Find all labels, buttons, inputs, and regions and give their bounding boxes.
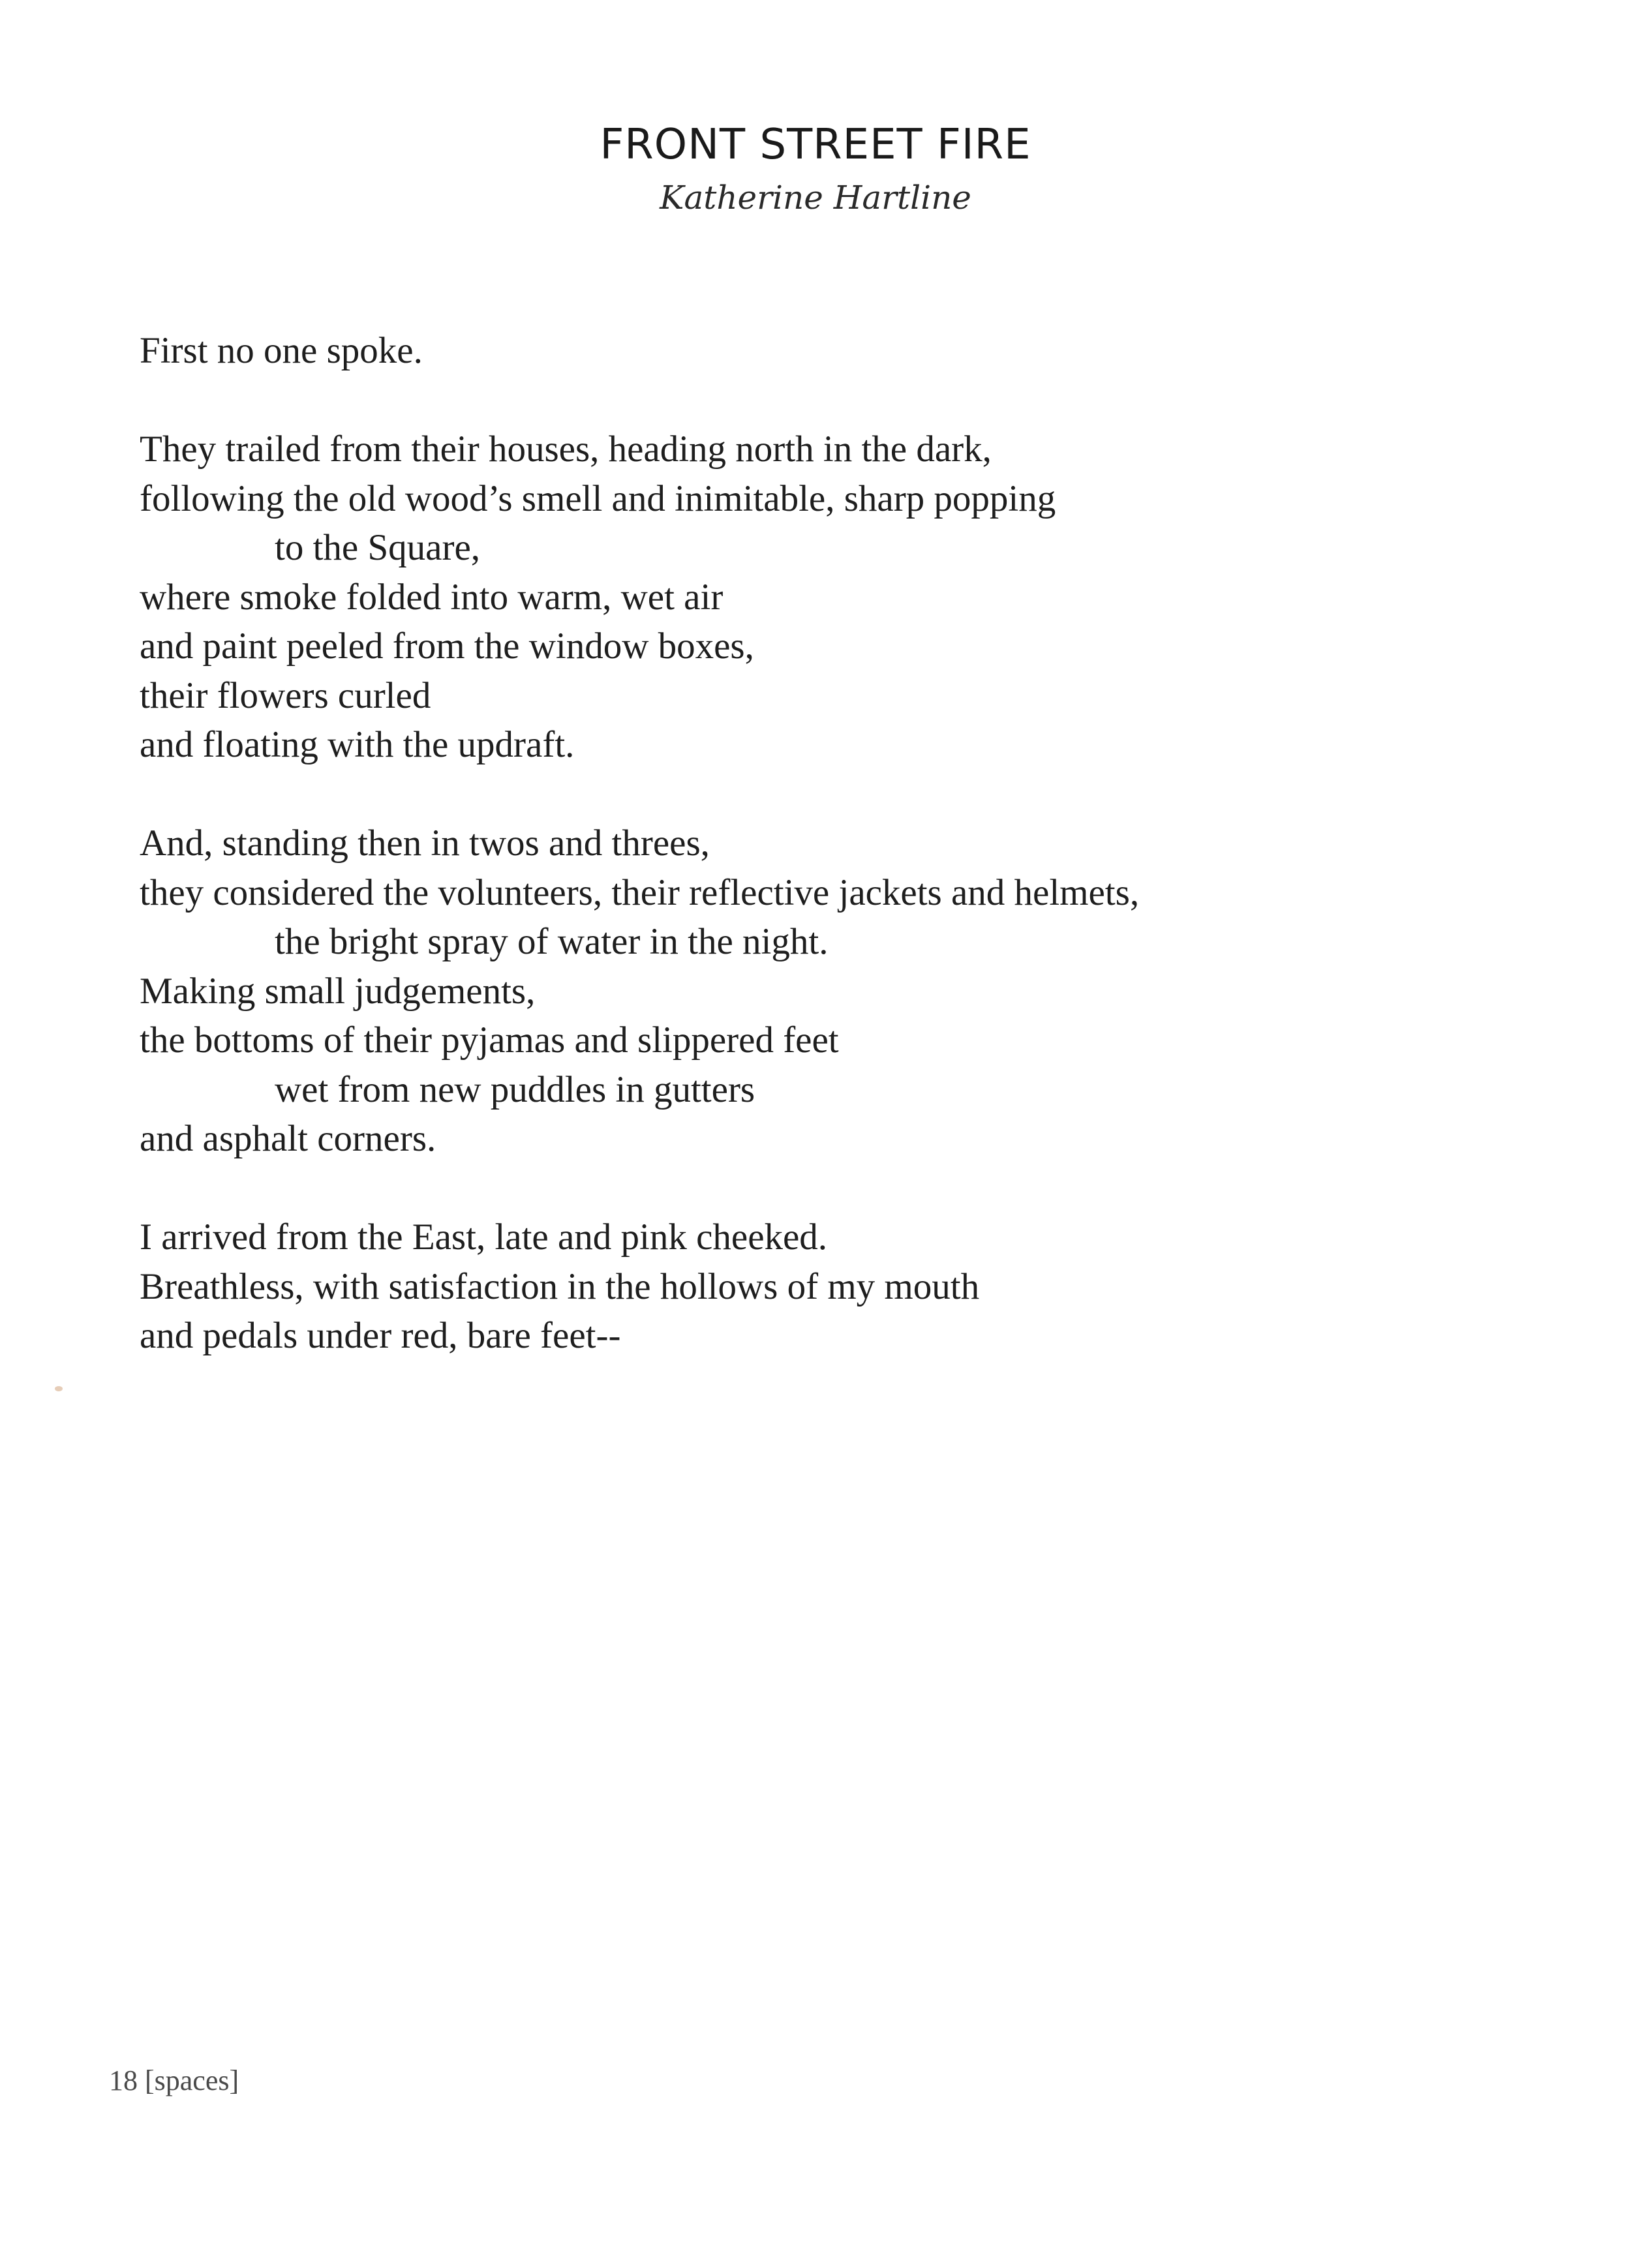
stanza [140, 326, 1510, 376]
poem-line: and pedals under red, bare feet-- [140, 1315, 621, 1356]
poem-body [140, 326, 1510, 1410]
paper-speck [55, 1386, 63, 1391]
poem-line: following the old wood’s smell and inimitable, sharp popping [140, 477, 1056, 519]
poem-title: FRONT STREET FIRE [600, 121, 1031, 169]
page-footer [109, 2066, 239, 2095]
poem-line: and paint peeled from the window boxes, [140, 626, 754, 667]
publication-name: [spaces] [145, 2064, 239, 2096]
poem-line: First no one spoke. [140, 330, 423, 371]
poem-line-indented: wet from new puddles in gutters [275, 1068, 755, 1110]
poem-line: and floating with the updraft. [140, 724, 575, 765]
poem-line: Breathless, with satisfaction in the hollows of my mouth [140, 1265, 980, 1307]
poem-line: They trailed from their houses, heading north in the dark, [140, 429, 992, 470]
poem-line: I arrived from the East, late and pink cheeked. [140, 1217, 828, 1258]
poem-line: where smoke folded into warm, wet air [140, 576, 724, 618]
stanza [140, 819, 1510, 1164]
page-number: 18 [109, 2064, 138, 2096]
poem-line-indented: to the Square, [275, 527, 481, 568]
poem-line-indented: the bright spray of water in the night. [275, 921, 829, 962]
poem-line: the bottoms of their pyjamas and slippered feet [140, 1020, 839, 1061]
poem-line: their flowers curled [140, 674, 431, 716]
poem-line: Making small judgements, [140, 970, 536, 1012]
poem-line: And, standing then in twos and threes, [140, 823, 710, 864]
stanza [140, 425, 1510, 770]
poem-line: and asphalt corners. [140, 1118, 436, 1159]
poem-author: Katherine Hartline [660, 179, 971, 217]
stanza [140, 1213, 1510, 1361]
poem-line: they considered the volunteers, their reflective jackets and helmets, [140, 871, 1140, 913]
